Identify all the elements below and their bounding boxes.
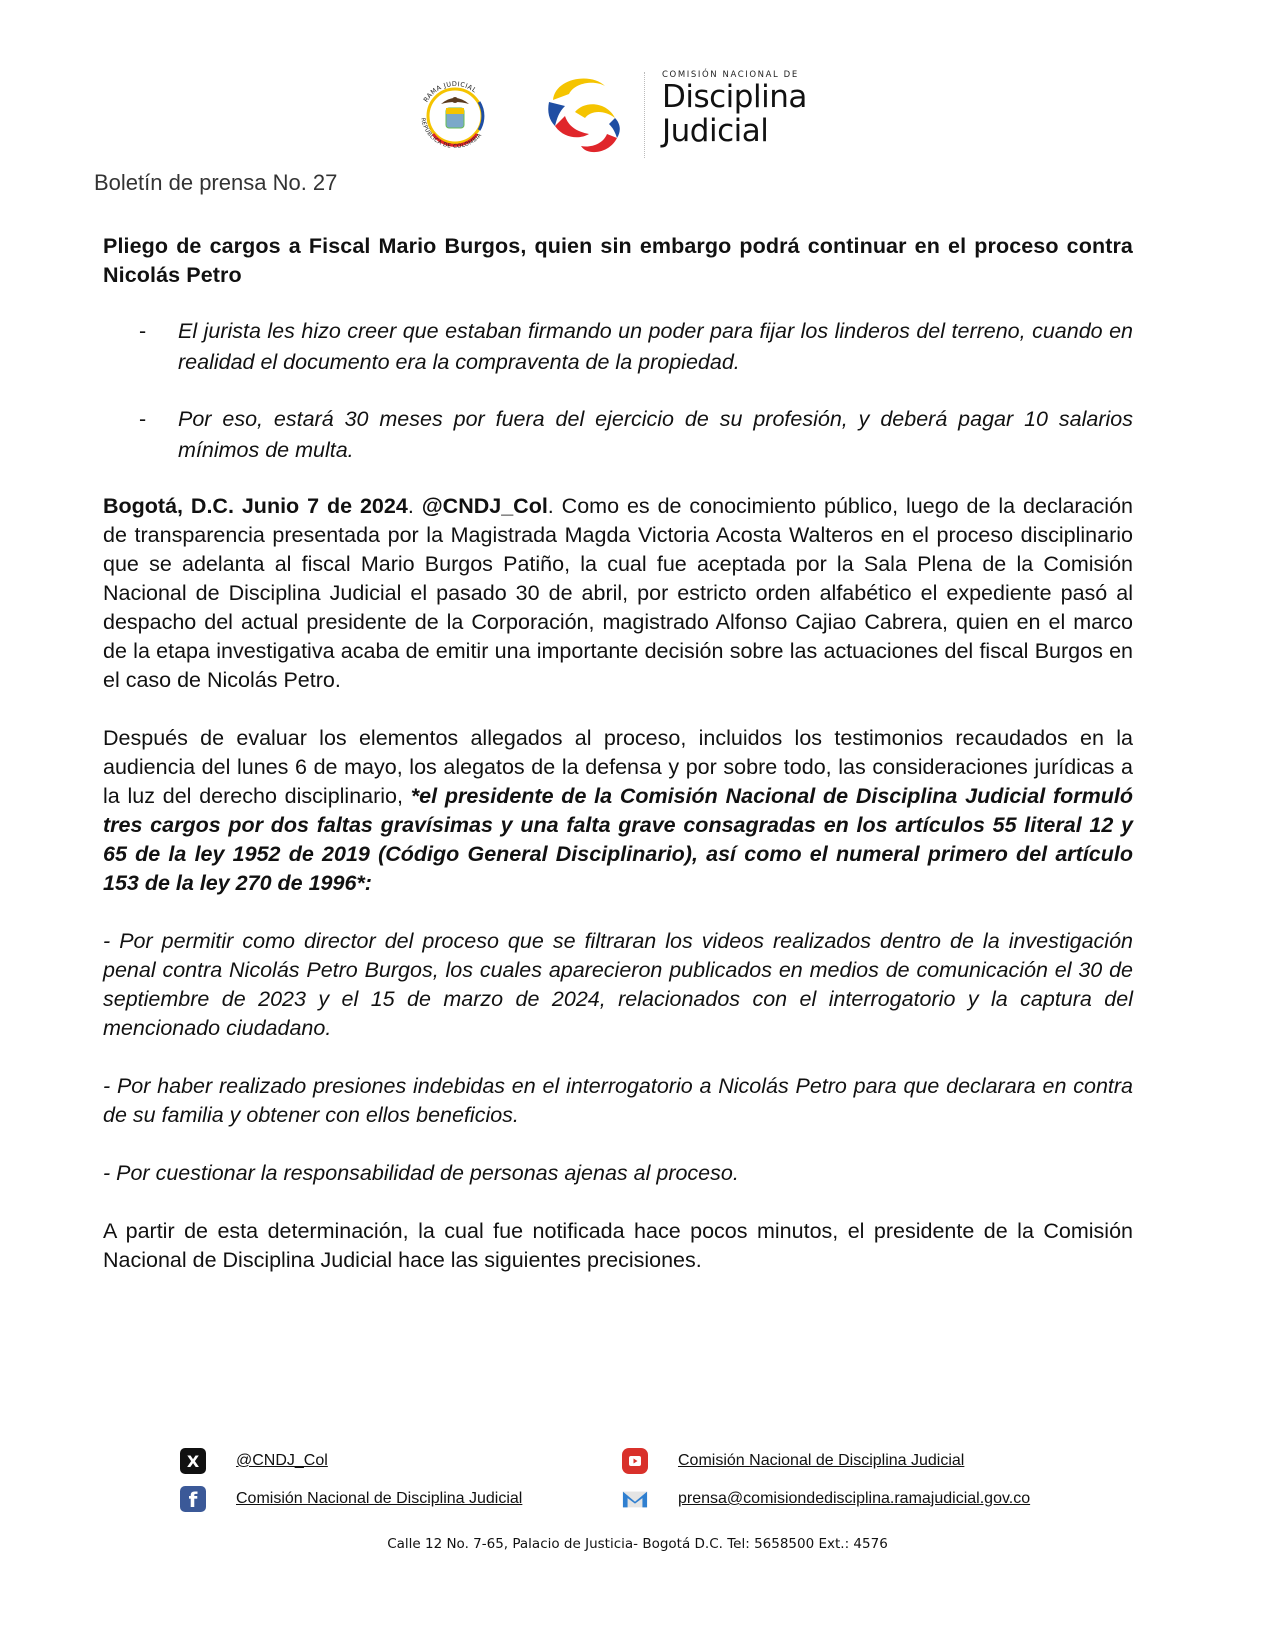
paragraph-closing: A partir de esta determinación, la cual fue notificada hace pocos minutos, el presidente de la Comisión Nacional de Disciplina Judicial hace las siguientes precisiones. xyxy=(103,1219,1133,1272)
charge-item: - Por haber realizado presiones indebidas en el interrogatorio a Nicolás Petro para que declarara en contra de su familia y obtener con ellos beneficios. xyxy=(103,1074,1133,1127)
email-link[interactable]: prensa@comisiondedisciplina.ramajudicial.gov.co xyxy=(678,1490,1031,1507)
header-divider xyxy=(644,72,645,158)
paragraph-intro xyxy=(103,492,1133,695)
brand-line-2: Judicial xyxy=(662,113,769,149)
footer-link-facebook[interactable] xyxy=(180,1486,522,1512)
bulletin-number: Boletín de prensa No. 27 xyxy=(94,170,338,195)
mail-icon xyxy=(622,1486,648,1512)
headline: Pliego de cargos a Fiscal Mario Burgos, quien sin embargo podrá continuar en el proceso contra Nicolás Petro xyxy=(103,234,1133,287)
bullet-text: Por eso, estará 30 meses por fuera del ejercicio de su profesión, y deberá pagar 10 salarios mínimos de multa. xyxy=(178,407,1133,462)
footer-link-youtube[interactable] xyxy=(622,1448,964,1474)
press-release-body xyxy=(103,232,1133,1304)
svg-text:REPÚBLICA DE COLOMBIA: REPÚBLICA DE COLOMBIA xyxy=(419,117,484,151)
twitter-handle: @CNDJ_Col xyxy=(421,494,548,518)
footer-link-twitter[interactable] xyxy=(180,1448,328,1474)
youtube-icon xyxy=(622,1448,648,1474)
brand-line-1: Disciplina xyxy=(662,79,807,115)
x-icon: X xyxy=(180,1448,206,1474)
summary-bullet xyxy=(103,316,1133,378)
letterhead xyxy=(0,68,1275,160)
summary-bullets xyxy=(103,316,1133,466)
cndj-swirl-logo-icon xyxy=(545,72,625,154)
rama-judicial-seal-icon xyxy=(413,74,497,158)
twitter-link[interactable]: @CNDJ_Col xyxy=(236,1452,328,1469)
summary-bullet xyxy=(103,404,1133,466)
paragraph-charges-intro xyxy=(103,724,1133,898)
charge-item: - Por cuestionar la responsabilidad de personas ajenas al proceso. xyxy=(103,1161,739,1185)
facebook-link[interactable]: Comisión Nacional de Disciplina Judicial xyxy=(236,1490,523,1507)
dateline: Bogotá, D.C. Junio 7 de 2024 xyxy=(103,494,408,518)
youtube-link[interactable]: Comisión Nacional de Disciplina Judicial xyxy=(678,1452,965,1469)
facebook-icon: f xyxy=(180,1486,206,1512)
svg-text:RAMA JUDICIAL: RAMA JUDICIAL xyxy=(421,79,479,104)
bullet-dash: - xyxy=(139,407,147,431)
charges-intro-text: Después de evaluar los elementos allegados al proceso, incluidos los testimonios recaudados en la audiencia del lunes 6 de mayo, los alegatos de la defensa y por sobre todo, las consideraciones jurídicas a la luz del derecho disciplinario, xyxy=(103,726,1133,808)
bullet-dash: - xyxy=(139,319,147,343)
brand-subtitle: COMISIÓN NACIONAL DE xyxy=(662,70,799,80)
address-line: Calle 12 No. 7-65, Palacio de Justicia- Bogotá D.C. Tel: 5658500 Ext.: 4576 xyxy=(387,1536,888,1552)
footer-link-email[interactable] xyxy=(622,1486,1030,1512)
charges-emphasis: *el presidente de la Comisión Nacional de Disciplina Judicial formuló tres cargos por dos faltas gravísimas y una falta grave consagradas en los artículos 55 literal 12 y 65 de la ley 1952 de 2019 (Código General Disciplinario), así como el numeral primero del artículo 153 de la ley 270 de 1996*: xyxy=(103,784,1133,895)
dateline-separator: . xyxy=(407,494,422,518)
cndj-wordmark xyxy=(662,70,807,148)
intro-text: . Como es de conocimiento público, luego de la declaración de transparencia presentada por la Magistrada Magda Victoria Acosta Walteros en el proceso disciplinario que se adelanta al fiscal Mario Burgos Patiño, la cual fue aceptada por la Sala Plena de la Comisión Nacional de Disciplina Judicial el pasado 30 de abril, por estricto orden alfabético el expediente pasó al despacho del actual presidente de la Corporación, magistrado Alfonso Cajiao Cabrera, quien en el marco de la etapa investigativa acaba de emitir una importante decisión sobre las actuaciones del fiscal Burgos en el caso de Nicolás Petro. xyxy=(103,494,1133,692)
charge-item: - Por permitir como director del proceso que se filtraran los videos realizados dentro de la investigación penal contra Nicolás Petro Burgos, los cuales aparecieron publicados en medios de comunicación el 30 de septiembre de 2023 y el 15 de marzo de 2024, relacionados con el interrogatorio y la captura del mencionado ciudadano. xyxy=(103,929,1133,1040)
bullet-text: El jurista les hizo creer que estaban firmando un poder para fijar los linderos del terreno, cuando en realidad el documento era la compraventa de la propiedad. xyxy=(178,319,1133,374)
